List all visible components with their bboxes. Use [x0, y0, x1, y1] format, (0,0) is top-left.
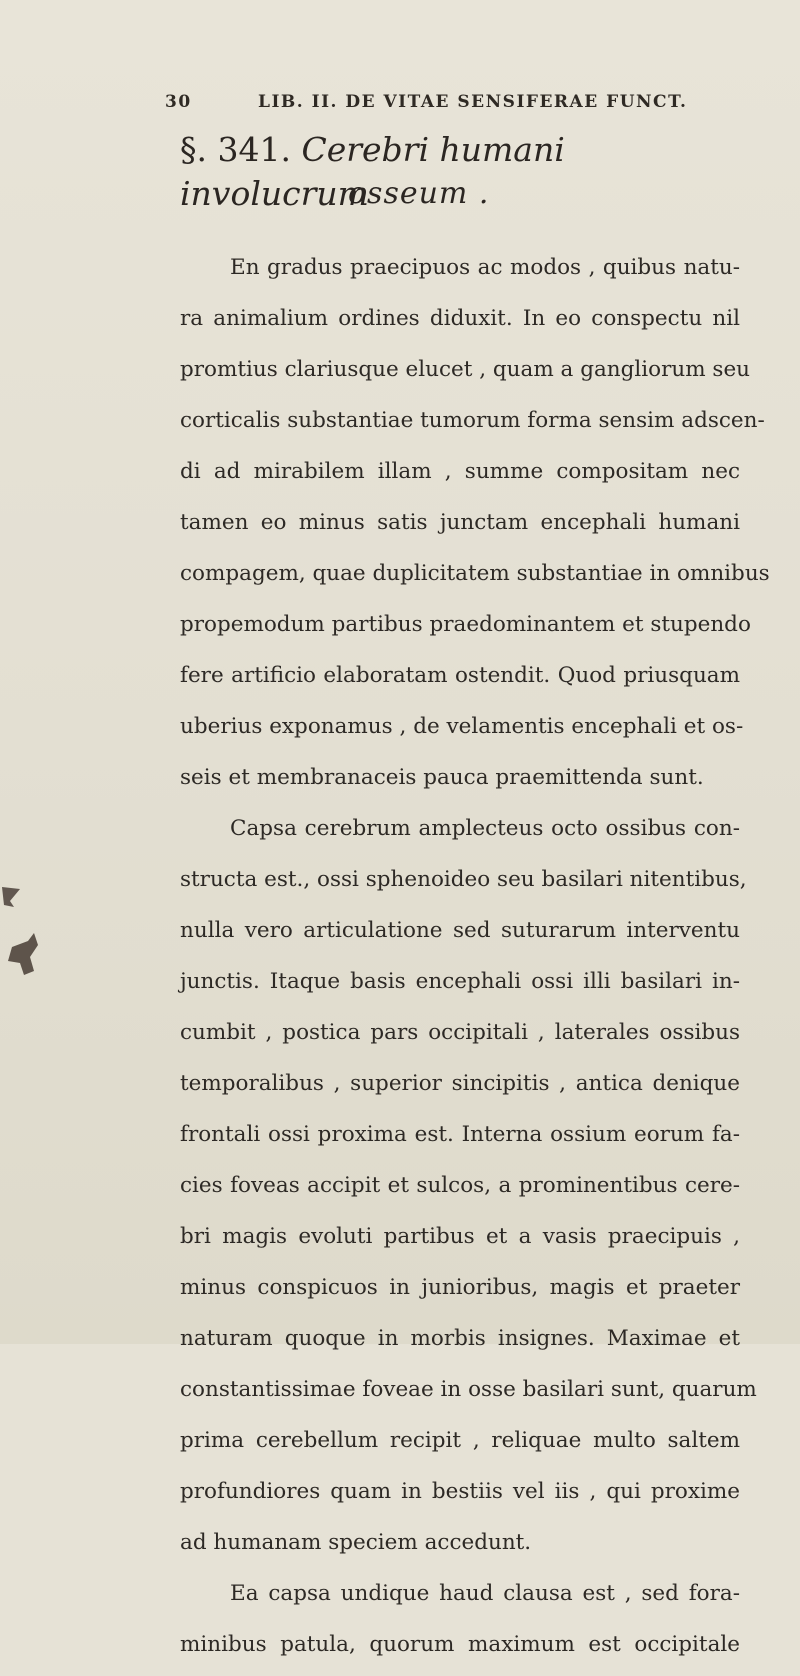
page-number: 30	[165, 92, 192, 112]
text-line: cies foveas accipit et sulcos, a prominentibus cere-	[180, 1173, 740, 1198]
text-line: tamen eo minus satis junctam encephali humani	[180, 510, 740, 535]
text-line: nulla vero articulatione sed suturarum interventu	[180, 918, 740, 943]
text-line: minus conspicuos in junioribus, magis et praeter	[180, 1275, 740, 1300]
text-line: junctis. Itaque basis encephali ossi illi basilari in-	[180, 969, 740, 994]
text-line: frontali ossi proxima est. Interna ossium eorum fa-	[180, 1122, 740, 1147]
text-line: di ad mirabilem illam , summe compositam nec	[180, 459, 740, 484]
text-line: propemodum partibus praedominantem et stupendo	[180, 612, 751, 637]
text-line: ra animalium ordines diduxit. In eo conspectu nil	[180, 306, 740, 331]
text-line: Capsa cerebrum amplecteus octo ossibus con-	[230, 816, 740, 841]
text-line: Ea capsa undique haud clausa est , sed fora-	[230, 1581, 740, 1606]
text-line: naturam quoque in morbis insignes. Maximae et	[180, 1326, 740, 1351]
margin-ink-mark	[0, 885, 60, 1005]
running-title: LIB. II. DE VITAE SENSIFERAE FUNCT.	[258, 92, 688, 112]
text-line: compagem, quae duplicitatem substantiae in omnibus	[180, 561, 770, 586]
text-line: En gradus praecipuos ac modos , quibus natu-	[230, 255, 740, 280]
text-line: promtius clariusque elucet , quam a gangliorum seu	[180, 357, 751, 382]
text-line: corticalis substantiae tumorum forma sensim adscen-	[180, 408, 765, 433]
text-line: cumbit , postica pars occipitali , laterales ossibus	[180, 1020, 740, 1045]
body-text	[180, 248, 770, 1676]
section-title: Cerebri humani involucrum	[180, 130, 565, 213]
running-head	[150, 88, 710, 118]
text-line: uberius exponamus , de velamentis encephali et os-	[180, 714, 744, 739]
section-number: §. 341.	[180, 130, 291, 169]
text-line: fere artificio elaboratam ostendit. Quod priusquam	[180, 663, 740, 688]
text-line: bri magis evoluti partibus et a vasis praecipuis ,	[180, 1224, 740, 1249]
text-line: ad humanam speciem accedunt.	[180, 1530, 532, 1555]
text-line: seis et membranaceis pauca praemittenda sunt.	[180, 765, 704, 790]
text-line: prima cerebellum recipit , reliquae multo saltem	[180, 1428, 740, 1453]
section-title-continuation: osseum .	[348, 176, 490, 211]
text-line: profundiores quam in bestiis vel iis , qui proxime	[180, 1479, 740, 1504]
text-line: constantissimae foveae in osse basilari sunt, quarum	[180, 1377, 757, 1402]
text-line: minibus patula, quorum maximum est occipitale	[180, 1632, 740, 1657]
text-line: structa est., ossi sphenoideo seu basilari nitentibus,	[180, 867, 747, 892]
text-line: temporalibus , superior sincipitis , antica denique	[180, 1071, 740, 1096]
